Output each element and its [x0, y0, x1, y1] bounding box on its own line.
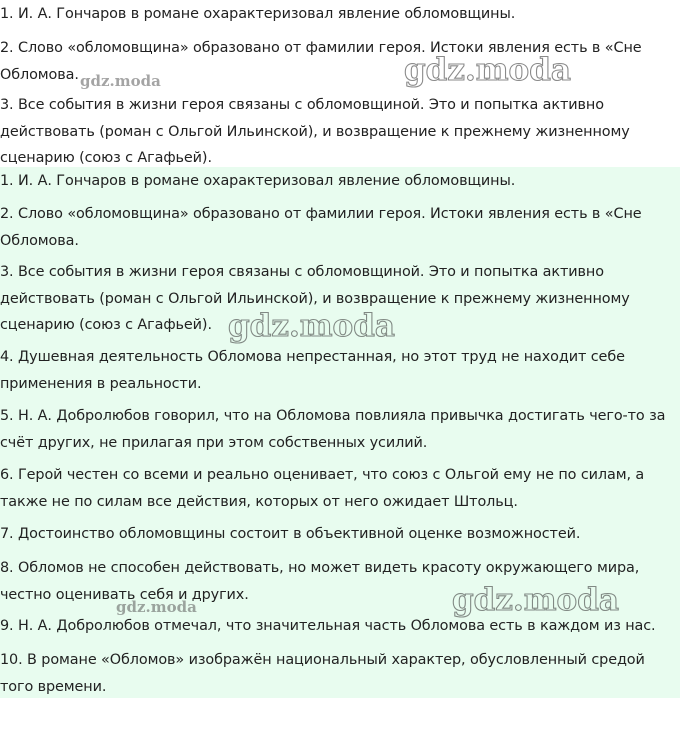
- watermark-small: gdz.moda: [80, 72, 161, 90]
- paragraph-8: 8. Обломов не способен действовать, но может видеть красоту окружающего мира, честно оценивать себя и других.: [0, 560, 640, 603]
- paragraph-1: 1. И. А. Гончаров в романе охарактеризовал явление обломовщины.: [0, 173, 516, 189]
- answer-block-preview: [0, 0, 680, 167]
- paragraph-2: 2. Слово «обломовщина» образовано от фамилии героя. Истоки явления есть в «Сне Обломова.: [0, 206, 642, 249]
- paragraph-9: 9. Н. А. Добролюбов отмечал, что значительная часть Обломова есть в каждом из нас.: [0, 618, 656, 634]
- paragraph-3: 3. Все события в жизни героя связаны с обломовщиной. Это и попытка активно действовать (роман с Ольгой Ильинской), и возвращение к прежнему жизненному сценарию (союз с Агафьей).: [0, 264, 630, 333]
- answer-block-full: [0, 167, 680, 698]
- paragraph-3: 3. Все события в жизни героя связаны с обломовщиной. Это и попытка активно действовать (роман с Ольгой Ильинской), и возвращение к прежнему жизненному сценарию (союз с Агафьей).: [0, 97, 630, 166]
- paragraph-1: 1. И. А. Гончаров в романе охарактеризовал явление обломовщины.: [0, 6, 516, 22]
- watermark-small: gdz.moda: [116, 598, 197, 616]
- paragraph-5: 5. Н. А. Добролюбов говорил, что на Обломова повлияла привычка достигать чего-то за счёт других, не прилагая при этом собственных усилий.: [0, 408, 666, 451]
- paragraph-6: 6. Герой честен со всеми и реально оценивает, что союз с Ольгой ему не по силам, а также не по силам все действия, которых от него ожидает Штольц.: [0, 467, 645, 510]
- paragraph-4: 4. Душевная деятельность Обломова непрестанная, но этот труд не находит себе применения в реальности.: [0, 349, 625, 392]
- paragraph-2: 2. Слово «обломовщина» образовано от фамилии героя. Истоки явления есть в «Сне Обломова.: [0, 40, 642, 83]
- paragraph-7: 7. Достоинство обломовщины состоит в объективной оценке возможностей.: [0, 526, 581, 542]
- paragraph-10: 10. В романе «Обломов» изображён национальный характер, обусловленный средой того времени.: [0, 652, 645, 695]
